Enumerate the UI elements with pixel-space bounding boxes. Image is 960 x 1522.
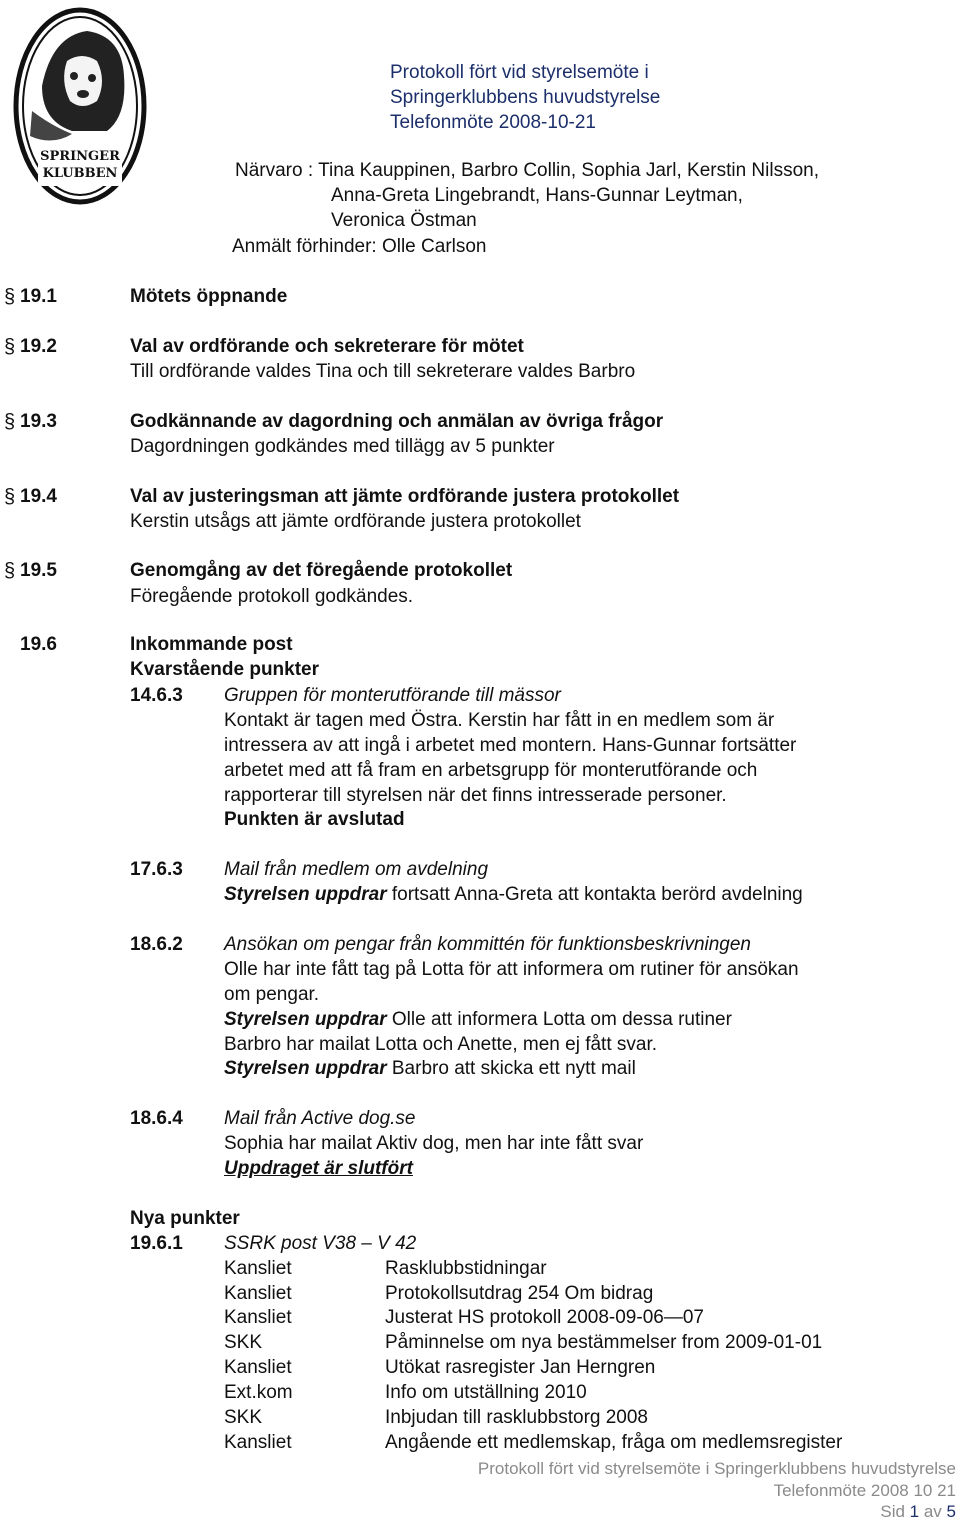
mail-subject: Påminnelse om nya bestämmelser from 2009-01-01	[385, 1332, 823, 1353]
mail-from: Kansliet	[224, 1258, 292, 1279]
attendance-line-1: Närvaro : Tina Kauppinen, Barbro Collin, Sophia Jarl, Kerstin Nilsson,	[235, 160, 820, 181]
item-line: Sophia har mailat Aktiv dog, men har inte fått svar	[224, 1133, 644, 1154]
item-action	[224, 1007, 732, 1032]
mail-subject: Rasklubbstidningar	[385, 1258, 547, 1279]
section-body: Föregående protokoll godkändes.	[130, 586, 414, 607]
absent-line: Anmält förhinder: Olle Carlson	[232, 236, 487, 257]
item-number: 19.6.1	[130, 1233, 183, 1254]
section-title: Val av justeringsman att jämte ordförande justera protokollet	[130, 486, 680, 507]
header-line: Telefonmöte 2008-10-21	[390, 112, 596, 133]
action-label: Styrelsen uppdrar	[224, 1058, 387, 1079]
section-number: 19.6	[20, 634, 57, 655]
item-status: Punkten är avslutad	[224, 809, 405, 830]
section-body: Kerstin utsågs att jämte ordförande justera protokollet	[130, 511, 581, 532]
page-number: 1	[909, 1502, 920, 1521]
item-number: 17.6.3	[130, 859, 183, 880]
section-body: Till ordförande valdes Tina och till sekreterare valdes Barbro	[130, 361, 636, 382]
item-status: Uppdraget är slutfört	[224, 1158, 413, 1179]
mail-from: Kansliet	[224, 1357, 292, 1378]
footer-title: Protokoll fört vid styrelsemöte i Springerklubbens huvudstyrelse	[477, 1459, 956, 1478]
footer-date: Telefonmöte 2008 10 21	[773, 1481, 956, 1500]
action-text: Olle att informera Lotta om dessa rutiner	[386, 1009, 732, 1030]
item-title: Mail från medlem om avdelning	[224, 859, 489, 880]
item-title: Ansökan om pengar från kommittén för funktionsbeskrivningen	[224, 934, 751, 955]
section-number: 19.5	[20, 560, 57, 581]
item-line: Kontakt är tagen med Östra. Kerstin har fått in en medlem som är	[224, 710, 775, 731]
page-total: 5	[946, 1502, 956, 1521]
attendance-line-3: Veronica Östman	[331, 210, 477, 231]
section-body: Dagordningen godkändes med tillägg av 5 punkter	[130, 436, 555, 457]
item-title: Gruppen för monterutförande till mässor	[224, 685, 561, 706]
new-items-heading: Nya punkter	[130, 1208, 240, 1229]
action-label: Styrelsen uppdrar	[224, 884, 387, 905]
item-number: 14.6.3	[130, 685, 183, 706]
header-line: Springerklubbens huvudstyrelse	[390, 87, 661, 108]
item-line: om pengar.	[224, 984, 320, 1005]
page-indicator	[880, 1502, 956, 1522]
document-header	[390, 60, 660, 135]
mail-from: Kansliet	[224, 1283, 292, 1304]
section-title: Mötets öppnande	[130, 286, 288, 307]
section-number: 19.4	[20, 486, 57, 507]
page-mid: av	[919, 1502, 947, 1521]
svg-text:KLUBBEN: KLUBBEN	[42, 166, 118, 181]
mail-from: Kansliet	[224, 1307, 292, 1328]
section-mark: §	[4, 336, 16, 358]
section-mark: §	[4, 486, 16, 508]
item-line: Olle har inte fått tag på Lotta för att informera om rutiner för ansökan	[224, 959, 799, 980]
action-text: fortsatt Anna-Greta att kontakta berörd avdelning	[386, 884, 803, 905]
mail-subject: Justerat HS protokoll 2008-09-06—07	[385, 1307, 704, 1328]
section-mark: §	[4, 560, 16, 582]
mail-from: Ext.kom	[224, 1382, 293, 1403]
section-mark: §	[4, 411, 16, 433]
item-number: 18.6.2	[130, 934, 183, 955]
section-number: 19.3	[20, 411, 57, 432]
mail-subject: Utökat rasregister Jan Herngren	[385, 1357, 656, 1378]
club-logo	[12, 6, 148, 206]
item-action	[224, 1056, 636, 1081]
item-line: Barbro har mailat Lotta och Anette, men ej fått svar.	[224, 1034, 658, 1055]
section-title: Inkommande post	[130, 634, 293, 655]
section-title: Val av ordförande och sekreterare för mötet	[130, 336, 524, 357]
item-action	[224, 882, 803, 907]
mail-subject: Inbjudan till rasklubbstorg 2008	[385, 1407, 649, 1428]
mail-from: Kansliet	[224, 1432, 292, 1453]
mail-subject: Angående ett medlemskap, fråga om medlemsregister	[385, 1432, 843, 1453]
item-line: intressera av att ingå i arbetet med montern. Hans-Gunnar fortsätter	[224, 735, 797, 756]
mail-subject: Protokollsutdrag 254 Om bidrag	[385, 1283, 654, 1304]
action-label: Styrelsen uppdrar	[224, 1009, 387, 1030]
item-title: SSRK post V38 – V 42	[224, 1233, 417, 1254]
item-line: rapporterar till styrelsen när det finns intresserade personer.	[224, 785, 727, 806]
item-title: Mail från Active dog.se	[224, 1108, 416, 1129]
section-title: Godkännande av dagordning och anmälan av övriga frågor	[130, 411, 664, 432]
header-line: Protokoll fört vid styrelsemöte i	[390, 62, 649, 83]
item-number: 18.6.4	[130, 1108, 183, 1129]
svg-text:SPRINGER: SPRINGER	[40, 149, 120, 164]
item-line: arbetet med att få fram en arbetsgrupp för monterutförande och	[224, 760, 758, 781]
action-text: Barbro att skicka ett nytt mail	[386, 1058, 636, 1079]
section-subtitle: Kvarstående punkter	[130, 659, 320, 680]
mail-from: SKK	[224, 1332, 263, 1353]
page-prefix: Sid	[880, 1502, 910, 1521]
section-mark: §	[4, 286, 16, 308]
mail-subject: Info om utställning 2010	[385, 1382, 587, 1403]
section-title: Genomgång av det föregående protokollet	[130, 560, 513, 581]
section-number: 19.2	[20, 336, 57, 357]
section-number: 19.1	[20, 286, 57, 307]
mail-from: SKK	[224, 1407, 263, 1428]
attendance-line-2: Anna-Greta Lingebrandt, Hans-Gunnar Leytman,	[331, 185, 743, 206]
